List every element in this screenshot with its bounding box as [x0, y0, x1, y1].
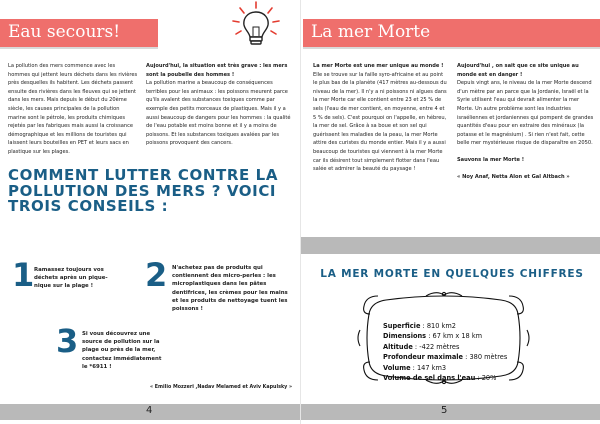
- tip-3-text: Si vous découvrez une source de pollution sur la plage ou près de la mer, contactez immédiatement le *6911 !: [82, 331, 162, 370]
- right-column-2: [457, 62, 595, 181]
- tip-2-number: 2: [145, 256, 168, 294]
- fact-row: [383, 331, 543, 341]
- right-col1-text: Elle se trouve sur la faille syro-africaine et au point le plus bas de la planète (417 mètres au-dessous du niveau de la mer). Il n'y a ni poissons ni algues dans la mer Morte car elle contient entre 23 et 25 % de sels (l'eau de mer contient, en moyenne, entre 4 et 5 % de sels). C'est pourquoi on l'appelle, en hébreu, la mer de sel. Grâce à sa boue et son sel qui guérissent les maladies de la peau, la mer Morte attire des curistes du monde entier. Mais il y a aussi beaucoup de touristes qui viennent à la mer Morte car ils désirent tout simplement flotter dans l'eau salée et admirer la beauté du paysage !: [313, 71, 447, 173]
- fact-label: Profondeur maximale: [383, 353, 464, 362]
- fact-value: : -422 mètres: [412, 342, 460, 351]
- left-page-title: Eau secours!: [0, 19, 158, 47]
- fact-label: Altitude: [383, 342, 413, 351]
- right-footer-bar: [301, 404, 600, 420]
- fact-label: Volume de sel dans l'eau: [383, 374, 476, 383]
- fact-label: Superficie: [383, 322, 421, 330]
- right-col2-tail: Sauvons la mer Morte !: [457, 156, 525, 163]
- tip-3-number: 3: [56, 322, 79, 360]
- tip-1-number: 1: [12, 256, 35, 294]
- right-page-title: La mer Morte: [303, 19, 600, 47]
- fact-value: : 810 km2: [420, 322, 456, 330]
- right-page: [300, 0, 600, 424]
- fact-row: [383, 321, 543, 331]
- right-mid-bar: [301, 237, 600, 254]
- tips-heading: COMMENT LUTTER CONTRE LA POLLUTION DES MERS ? VOICI TROIS CONSEILS :: [8, 166, 279, 215]
- left-col2-text: La pollution marine a beaucoup de conséquences terribles pour les animaux : les poissons meurent parce qu'ils avalent des substances toxiques comme par exemple des petits morceaux de plastiques. Mais il y a aussi beaucoup de dangers pour les hommes : la qualité de l'eau potable est moins bonne et il y a moins de poissons. Et les substances toxiques avalées par les poissons provoquent des cancers.: [146, 80, 291, 147]
- right-col2-text: Depuis vingt ans, le niveau de la mer Morte descend d'un mètre par an parce que la Jordanie, Israël et la Syrie utilisent l'eau qui devrait alimenter la mer Morte. Un autre problème sont les industries israéliennes et jordaniennes qui pompent de grandes quantités d'eau pour en extraire des minéraux (la potasse et le magnésium) . Si rien n'est fait, cette belle mer mystérieuse risque de disparaître en 2050.: [457, 80, 594, 147]
- right-page-number: 5: [441, 405, 448, 416]
- left-column-2: [146, 62, 292, 148]
- right-col2-lead: Aujourd'hui , on sait que ce site unique au monde est en danger !: [457, 63, 579, 78]
- tip-2-text: N'achetez pas de produits qui contiennent des micro-perles : les microplastiques dans les pâtes dentifrices, les crèmes pour les mains et les produits de nettoyage tuent les poissons !: [172, 265, 288, 313]
- chiffres-title: LA MER MORTE EN QUELQUES CHIFFRES: [320, 268, 584, 280]
- fact-label: Volume: [383, 363, 411, 372]
- lightbulb-icon: [228, 0, 284, 50]
- tip-1-text: Ramassez toujours vos déchets après un pique-nique sur la plage !: [34, 267, 108, 290]
- fact-value: : 67 km x 18 km: [426, 332, 483, 341]
- right-column-1: [313, 62, 447, 174]
- left-col2-lead: Aujourd'hui, la situation est très grave : les mers sont la poubelle des hommes !: [146, 63, 288, 78]
- right-col1-lead: La mer Morte est une mer unique au monde !: [313, 63, 444, 69]
- left-page-number: 4: [146, 405, 153, 416]
- fact-row: [383, 352, 543, 362]
- left-credits: « Emilio Mozzeri ,Nadav Melamed et Aviv Kapulsky »: [150, 385, 293, 390]
- left-column-1: [8, 62, 138, 157]
- fact-value: : 20%: [475, 374, 497, 383]
- right-credits: « Noy Anaf, Netta Alon et Gal Altbach »: [457, 173, 570, 180]
- fact-label: Dimensions: [383, 332, 427, 341]
- fact-value: : 380 mètres: [463, 353, 508, 362]
- fact-row: [383, 373, 543, 383]
- fact-value: : 147 km3: [410, 363, 447, 372]
- fact-row: [383, 363, 543, 373]
- left-col1-text: La pollution des mers commence avec les hommes qui jettent leurs déchets dans les rivières près desquelles ils habitent. Les déchets passent ensuite des rivières dans les fleuves qui se jettent dans les mers. Mais depuis le début du 20ème siècle, les causes principales de la pollution marine sont le pétrole, les produits chimiques rejetés par les fabriques mais aussi la croissance démographique et les millions de touristes qui laissent leurs bouteilles en PET et leurs sacs en plastique sur les plages.: [8, 63, 138, 155]
- fact-row: [383, 342, 543, 352]
- facts-list: [383, 321, 543, 383]
